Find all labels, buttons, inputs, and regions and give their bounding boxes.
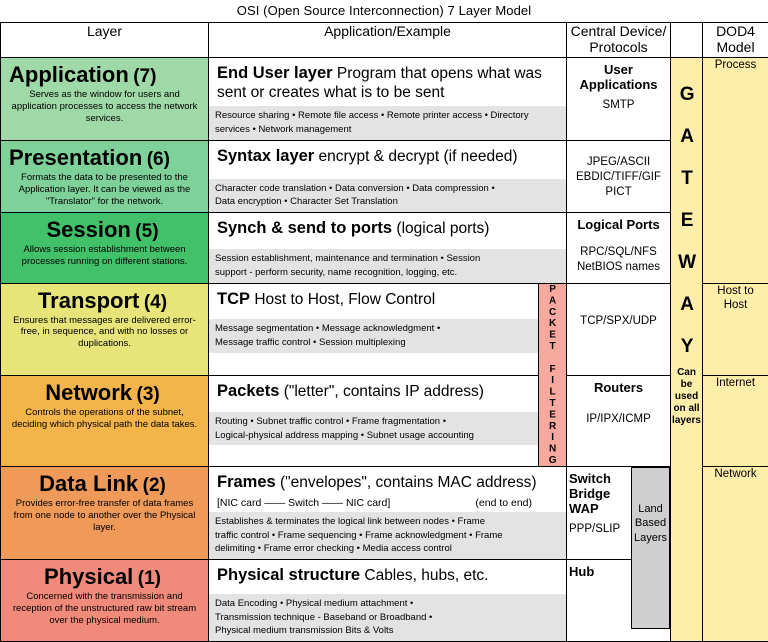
app-title-rest: ("envelopes", contains MAC address)	[280, 474, 537, 491]
layer-cell-network	[1, 376, 209, 467]
app-title-rest: encrypt & decrypt (if needed)	[319, 148, 518, 165]
header-device-line2: Protocols	[589, 39, 647, 55]
device-top-physical: Hub	[567, 560, 630, 582]
app-title-rest: Program that opens what was sent or creates what is to be sent	[217, 65, 542, 101]
device-top-line2: Applications	[580, 77, 658, 92]
header-gateway-spacer	[671, 23, 703, 58]
layer-number: (2)	[143, 475, 166, 496]
app-title-bold: TCP	[217, 290, 250, 308]
land-based-layers-block: Land Based Layers	[631, 467, 670, 629]
device-protocol-session: RPC/SQL/NFS NetBIOS names	[567, 235, 670, 279]
app-cell-datalink	[209, 466, 567, 559]
layer-cell-presentation	[1, 140, 209, 212]
header-device-line1: Central Device/	[571, 23, 667, 39]
app-title-rest: ("letter", contains IP address)	[284, 383, 484, 400]
layer-name-physical	[1, 560, 208, 589]
device-cell-session	[567, 213, 671, 283]
header-dod-line2: Model	[716, 39, 754, 55]
table-row-datalink	[1, 466, 768, 559]
layer-title: Transport	[38, 288, 139, 313]
device-top-datalink: Switch Bridge WAP	[567, 467, 630, 519]
table-header-row	[1, 23, 768, 58]
layer-number: (7)	[133, 66, 156, 87]
device-cell-network	[567, 376, 671, 467]
header-device	[567, 23, 671, 58]
app-detail-datalink: Establishes & terminates the logical link between nodes • Frame traffic control • Frame sequencing • Frame acknowledgment • Frame delimiting • Frame error checking • Media access control	[209, 512, 566, 559]
table-row-presentation	[1, 140, 768, 212]
layer-number: (1)	[138, 568, 161, 589]
device-top-application	[567, 58, 670, 95]
dod-cell-network: Network	[703, 466, 768, 641]
header-dod-line1: DOD4	[716, 23, 755, 39]
layer-desc-application: Serves as the window for users and application processes to access the network services.	[1, 87, 208, 129]
app-title-transport	[209, 284, 538, 314]
packet-filtering-cell	[539, 283, 567, 466]
app-cell-session	[209, 213, 567, 283]
app-title-bold: Packets	[217, 382, 279, 400]
app-title-physical	[209, 560, 566, 590]
end-to-end-note: (end to end)	[475, 497, 560, 509]
dod-cell-process: Process	[703, 58, 768, 284]
device-protocol-transport: TCP/SPX/UDP	[567, 284, 670, 333]
nic-path-note: [NIC card —— Switch —— NIC card]	[217, 497, 390, 509]
app-title-application	[209, 58, 566, 106]
layer-number: (3)	[137, 384, 160, 405]
layer-cell-physical	[1, 560, 209, 642]
app-detail-physical: Data Encoding • Physical medium attachment • Transmission technique - Baseband or Broadband • Physical medium transmission Bits & Volts	[209, 594, 566, 641]
app-detail-network: Routing • Subnet traffic control • Frame fragmentation • Logical-physical address mapping • Subnet usage accounting	[209, 412, 538, 446]
device-top-network: Routers	[567, 376, 670, 398]
device-protocol-application: SMTP	[567, 95, 670, 117]
layer-desc-transport: Ensures that messages are delivered error-free, in sequence, and with no losses or duplications.	[1, 313, 208, 355]
app-detail-application: Resource sharing • Remote file access • Remote printer access • Directory services • Network management	[209, 106, 566, 140]
app-title-rest: Host to Host, Flow Control	[254, 291, 435, 308]
gateway-note: Can be used on all layers	[671, 357, 702, 427]
layer-title: Application	[9, 62, 129, 87]
layer-number: (4)	[144, 292, 167, 313]
app-cell-application	[209, 58, 567, 141]
header-application: Application/Example	[209, 23, 567, 58]
gateway-cell	[671, 58, 703, 642]
app-detail-session: Session establishment, maintenance and termination • Session support - perform security, name recognition, logging, etc.	[209, 249, 566, 283]
layer-name-application	[1, 58, 208, 87]
app-title-network	[209, 376, 538, 406]
layer-number: (6)	[147, 149, 170, 170]
header-layer: Layer	[1, 23, 209, 58]
header-dod	[703, 23, 768, 58]
layer-number: (5)	[135, 221, 158, 242]
app-title-bold: Physical structure	[217, 566, 360, 584]
device-protocol-presentation: JPEG/ASCII EBDIC/TIFF/GIF PICT	[567, 141, 670, 204]
app-title-rest: Cables, hubs, etc.	[364, 567, 488, 584]
device-top-session: Logical Ports	[567, 213, 670, 235]
layer-title: Physical	[44, 564, 133, 589]
dod-cell-host-to-host: Host to Host	[703, 283, 768, 376]
app-cell-physical	[209, 560, 567, 642]
osi-table	[0, 22, 768, 642]
device-cell-transport	[567, 283, 671, 376]
app-title-bold: End User layer	[217, 64, 333, 82]
table-row-network	[1, 376, 768, 467]
table-row-application	[1, 58, 768, 141]
layer-cell-session	[1, 213, 209, 283]
gateway-label: G A T E W A Y	[676, 58, 696, 357]
dod-cell-internet: Internet	[703, 376, 768, 467]
layer-cell-transport	[1, 283, 209, 376]
layer-desc-network: Controls the operations of the subnet, deciding which physical path the data takes.	[1, 405, 208, 435]
table-row-session	[1, 213, 768, 283]
device-protocol-network: IP/IPX/ICMP	[567, 398, 670, 431]
device-cell-datalink	[567, 466, 671, 559]
layer-cell-application	[1, 58, 209, 141]
app-detail-presentation: Character code translation • Data conversion • Data compression • Data encryption • Character Set Translation	[209, 179, 566, 213]
packet-filtering-label: PACKET FILTERING	[547, 284, 558, 466]
device-top-line1: User	[604, 62, 633, 77]
layer-name-transport	[1, 284, 208, 313]
app-title-bold: Synch & send to ports	[217, 219, 392, 237]
layer-desc-presentation: Formats the data to be presented to the Application layer. It can be viewed as the "Translator" for the network.	[1, 170, 208, 212]
layer-name-session	[1, 213, 208, 242]
layer-title: Session	[46, 217, 130, 242]
app-title-datalink	[209, 467, 566, 497]
layer-title: Presentation	[9, 145, 142, 170]
app-title-bold: Syntax layer	[217, 147, 314, 165]
layer-name-network	[1, 376, 208, 405]
layer-desc-physical: Concerned with the transmission and reception of the unstructured raw bit stream over the physical medium.	[1, 589, 208, 631]
app-title-bold: Frames	[217, 473, 276, 491]
app-title-sub-datalink	[209, 497, 566, 512]
layer-desc-datalink: Provides error-free transfer of data frames from one node to another over the Physical layer.	[1, 496, 208, 538]
app-title-presentation	[209, 141, 566, 171]
app-title-rest: (logical ports)	[396, 220, 489, 237]
app-title-session	[209, 213, 566, 243]
app-cell-transport	[209, 283, 539, 376]
page-title: OSI (Open Source Interconnection) 7 Layer Model	[0, 0, 768, 22]
app-cell-network	[209, 376, 539, 467]
layer-cell-datalink	[1, 466, 209, 559]
device-protocol-datalink: PPP/SLIP	[567, 519, 630, 541]
layer-title: Data Link	[39, 471, 138, 496]
layer-name-datalink	[1, 467, 208, 496]
device-cell-presentation	[567, 140, 671, 212]
device-cell-application	[567, 58, 671, 141]
layer-name-presentation	[1, 141, 208, 170]
app-cell-presentation	[209, 140, 567, 212]
layer-desc-session: Allows session establishment between processes running on different stations.	[1, 242, 208, 272]
table-row-transport	[1, 283, 768, 376]
app-detail-transport: Message segmentation • Message acknowledgment • Message traffic control • Session multiplexing	[209, 319, 538, 353]
layer-title: Network	[45, 380, 132, 405]
